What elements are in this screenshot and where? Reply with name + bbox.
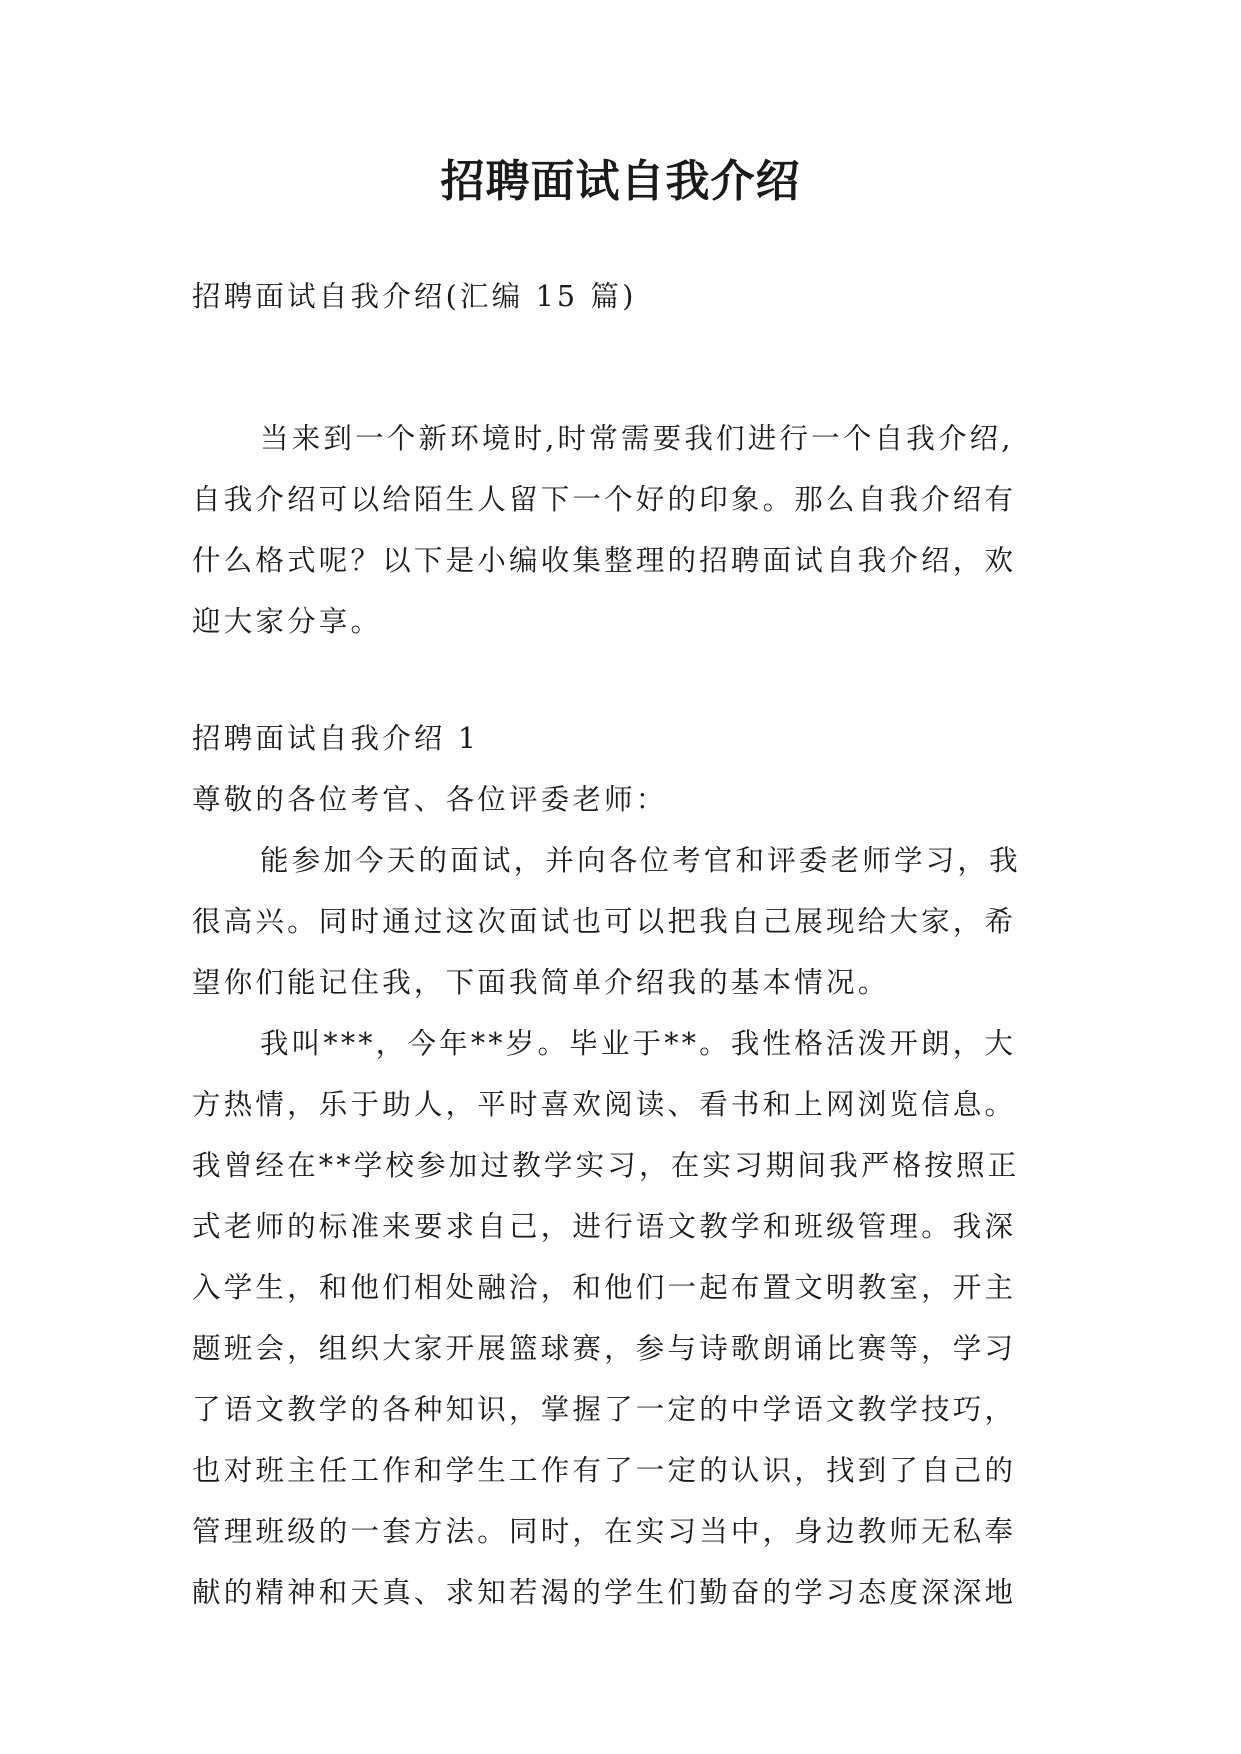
paragraph-line: 也对班主任工作和学生工作有了一定的认识，找到了自己的 xyxy=(192,1454,1017,1487)
paragraph-line: 很高兴。同时通过这次面试也可以把我自己展现给大家，希 xyxy=(192,905,1017,938)
paragraph-line: 入学生，和他们相处融洽，和他们一起布置文明教室，开主 xyxy=(192,1271,1017,1304)
paragraph-1 xyxy=(192,830,1062,1013)
document-subtitle xyxy=(192,266,1062,327)
document-title: 招聘面试自我介绍 xyxy=(440,156,801,207)
section-heading xyxy=(192,708,1062,769)
paragraph-line: 我叫***，今年**岁。毕业于**。我性格活泼开朗，大 xyxy=(260,1027,1017,1060)
salutation-text: 尊敬的各位考官、各位评委老师： xyxy=(192,783,668,816)
intro-line: 什么格式呢？以下是小编收集整理的招聘面试自我介绍，欢 xyxy=(192,544,1017,577)
intro-line: 当来到一个新环境时,时常需要我们进行一个自我介绍, xyxy=(260,422,1014,455)
paragraph-line: 式老师的标准来要求自己，进行语文教学和班级管理。我深 xyxy=(192,1210,1017,1243)
subtitle-line: 招聘面试自我介绍(汇编 15 篇) xyxy=(192,280,637,313)
paragraph-line: 能参加今天的面试，并向各位考官和评委老师学习，我 xyxy=(260,844,1021,877)
intro-line: 迎大家分享。 xyxy=(192,605,383,638)
paragraph-line: 题班会，组织大家开展篮球赛，参与诗歌朗诵比赛等，学习 xyxy=(192,1332,1017,1365)
paragraph-line: 了语文教学的各种知识，掌握了一定的中学语文教学技巧， xyxy=(192,1393,1017,1426)
section-heading-text: 招聘面试自我介绍 1 xyxy=(192,722,480,755)
salutation xyxy=(192,769,1062,830)
paragraph-line: 我曾经在**学校参加过教学实习，在实习期间我严格按照正 xyxy=(192,1149,1020,1182)
paragraph-line: 望你们能记住我，下面我简单介绍我的基本情况。 xyxy=(192,966,890,999)
paragraph-line: 管理班级的一套方法。同时，在实习当中，身边教师无私奉 xyxy=(192,1515,1017,1548)
intro-line: 自我介绍可以给陌生人留下一个好的印象。那么自我介绍有 xyxy=(192,483,1017,516)
paragraph-line: 献的精神和天真、求知若渴的学生们勤奋的学习态度深深地 xyxy=(192,1576,1017,1609)
intro-paragraph xyxy=(192,408,1062,652)
paragraph-line: 方热情，乐于助人，平时喜欢阅读、看书和上网浏览信息。 xyxy=(192,1088,1017,1121)
paragraph-2 xyxy=(192,1013,1062,1623)
